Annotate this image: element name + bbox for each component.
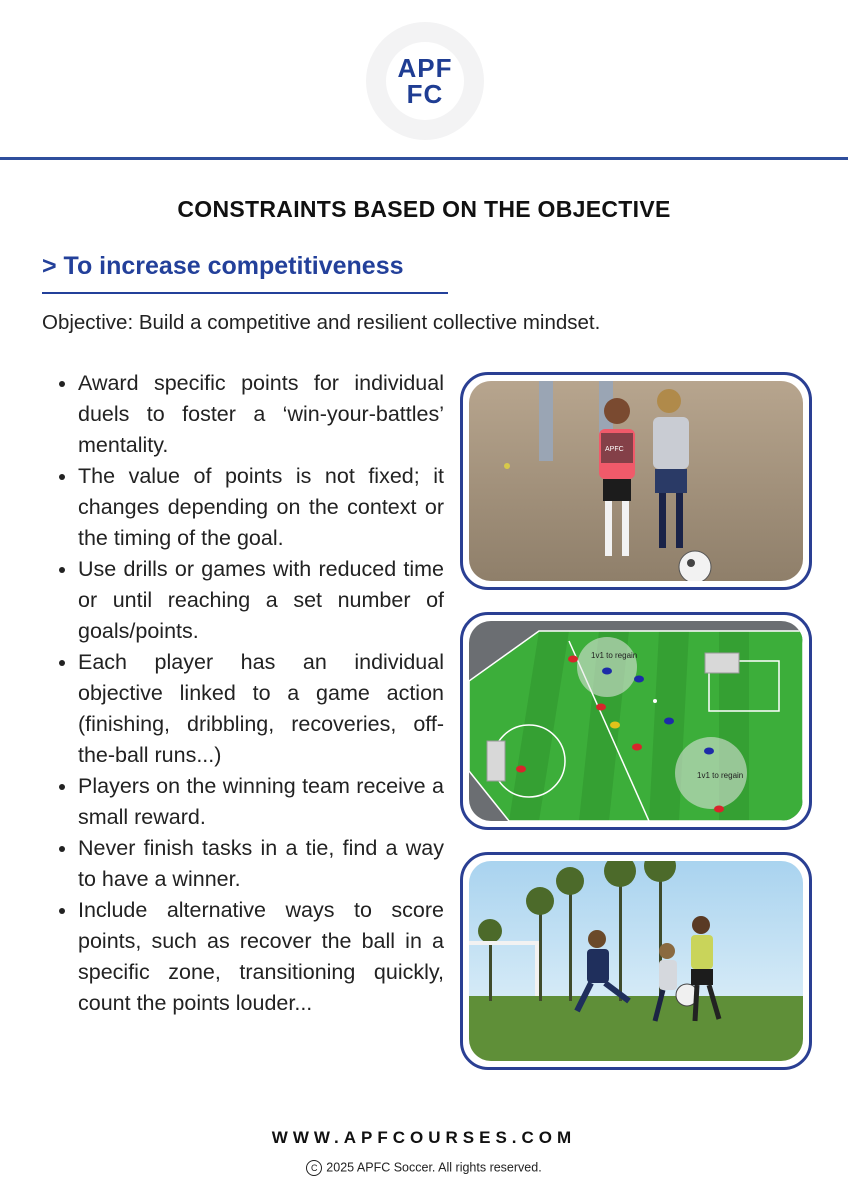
subtitle-underline <box>42 292 448 294</box>
constraints-list <box>56 368 444 1019</box>
zone-label-2: 1v1 to regain <box>697 771 744 780</box>
match-photo-image <box>469 861 803 1061</box>
page-title: CONSTRAINTS BASED ON THE OBJECTIVE <box>177 196 671 222</box>
list-item: • Players on the winning team receive a small reward. <box>78 771 444 833</box>
copyright-text: 2025 APFC Soccer. All rights reserved. <box>326 1160 542 1175</box>
list-item: • Award specific points for individual duels to foster a ‘win-your-battles’ mentality. <box>78 368 444 461</box>
zone-label-1: 1v1 to regain <box>591 651 638 660</box>
list-item: • Never finish tasks in a tie, find a way to have a winner. <box>78 833 444 895</box>
bib-text: APFC <box>605 446 624 453</box>
objective-text: Objective: Build a competitive and resilient collective mindset. <box>42 311 601 334</box>
apfc-logo <box>386 42 464 120</box>
header-divider <box>0 157 848 160</box>
list-item: • The value of points is not fixed; it changes depending on the context or the timing of the goal. <box>78 461 444 554</box>
duel-photo-image <box>469 381 803 581</box>
logo-badge <box>366 22 484 140</box>
match-photo <box>460 852 812 1070</box>
duel-photo <box>460 372 812 590</box>
list-item: • Each player has an individual objective linked to a game action (finishing, dribbling, recoveries, off-the-ball runs...) <box>78 647 444 771</box>
logo-line-1: APF <box>397 53 453 83</box>
section-subtitle: > To increase competitiveness <box>42 252 404 280</box>
copyright-notice <box>0 1160 848 1176</box>
copyright-icon: C <box>306 1160 322 1176</box>
pitch-diagram-image <box>469 621 803 821</box>
website-url: WWW.APFCOURSES.COM <box>271 1128 577 1147</box>
pitch-diagram <box>460 612 812 830</box>
list-item: • Use drills or games with reduced time or until reaching a set number of goals/points. <box>78 554 444 647</box>
list-item: • Include alternative ways to score points, such as recover the ball in a specific zone, transitioning quickly, count the points louder... <box>78 895 444 1019</box>
logo-line-2: FC <box>406 79 444 109</box>
